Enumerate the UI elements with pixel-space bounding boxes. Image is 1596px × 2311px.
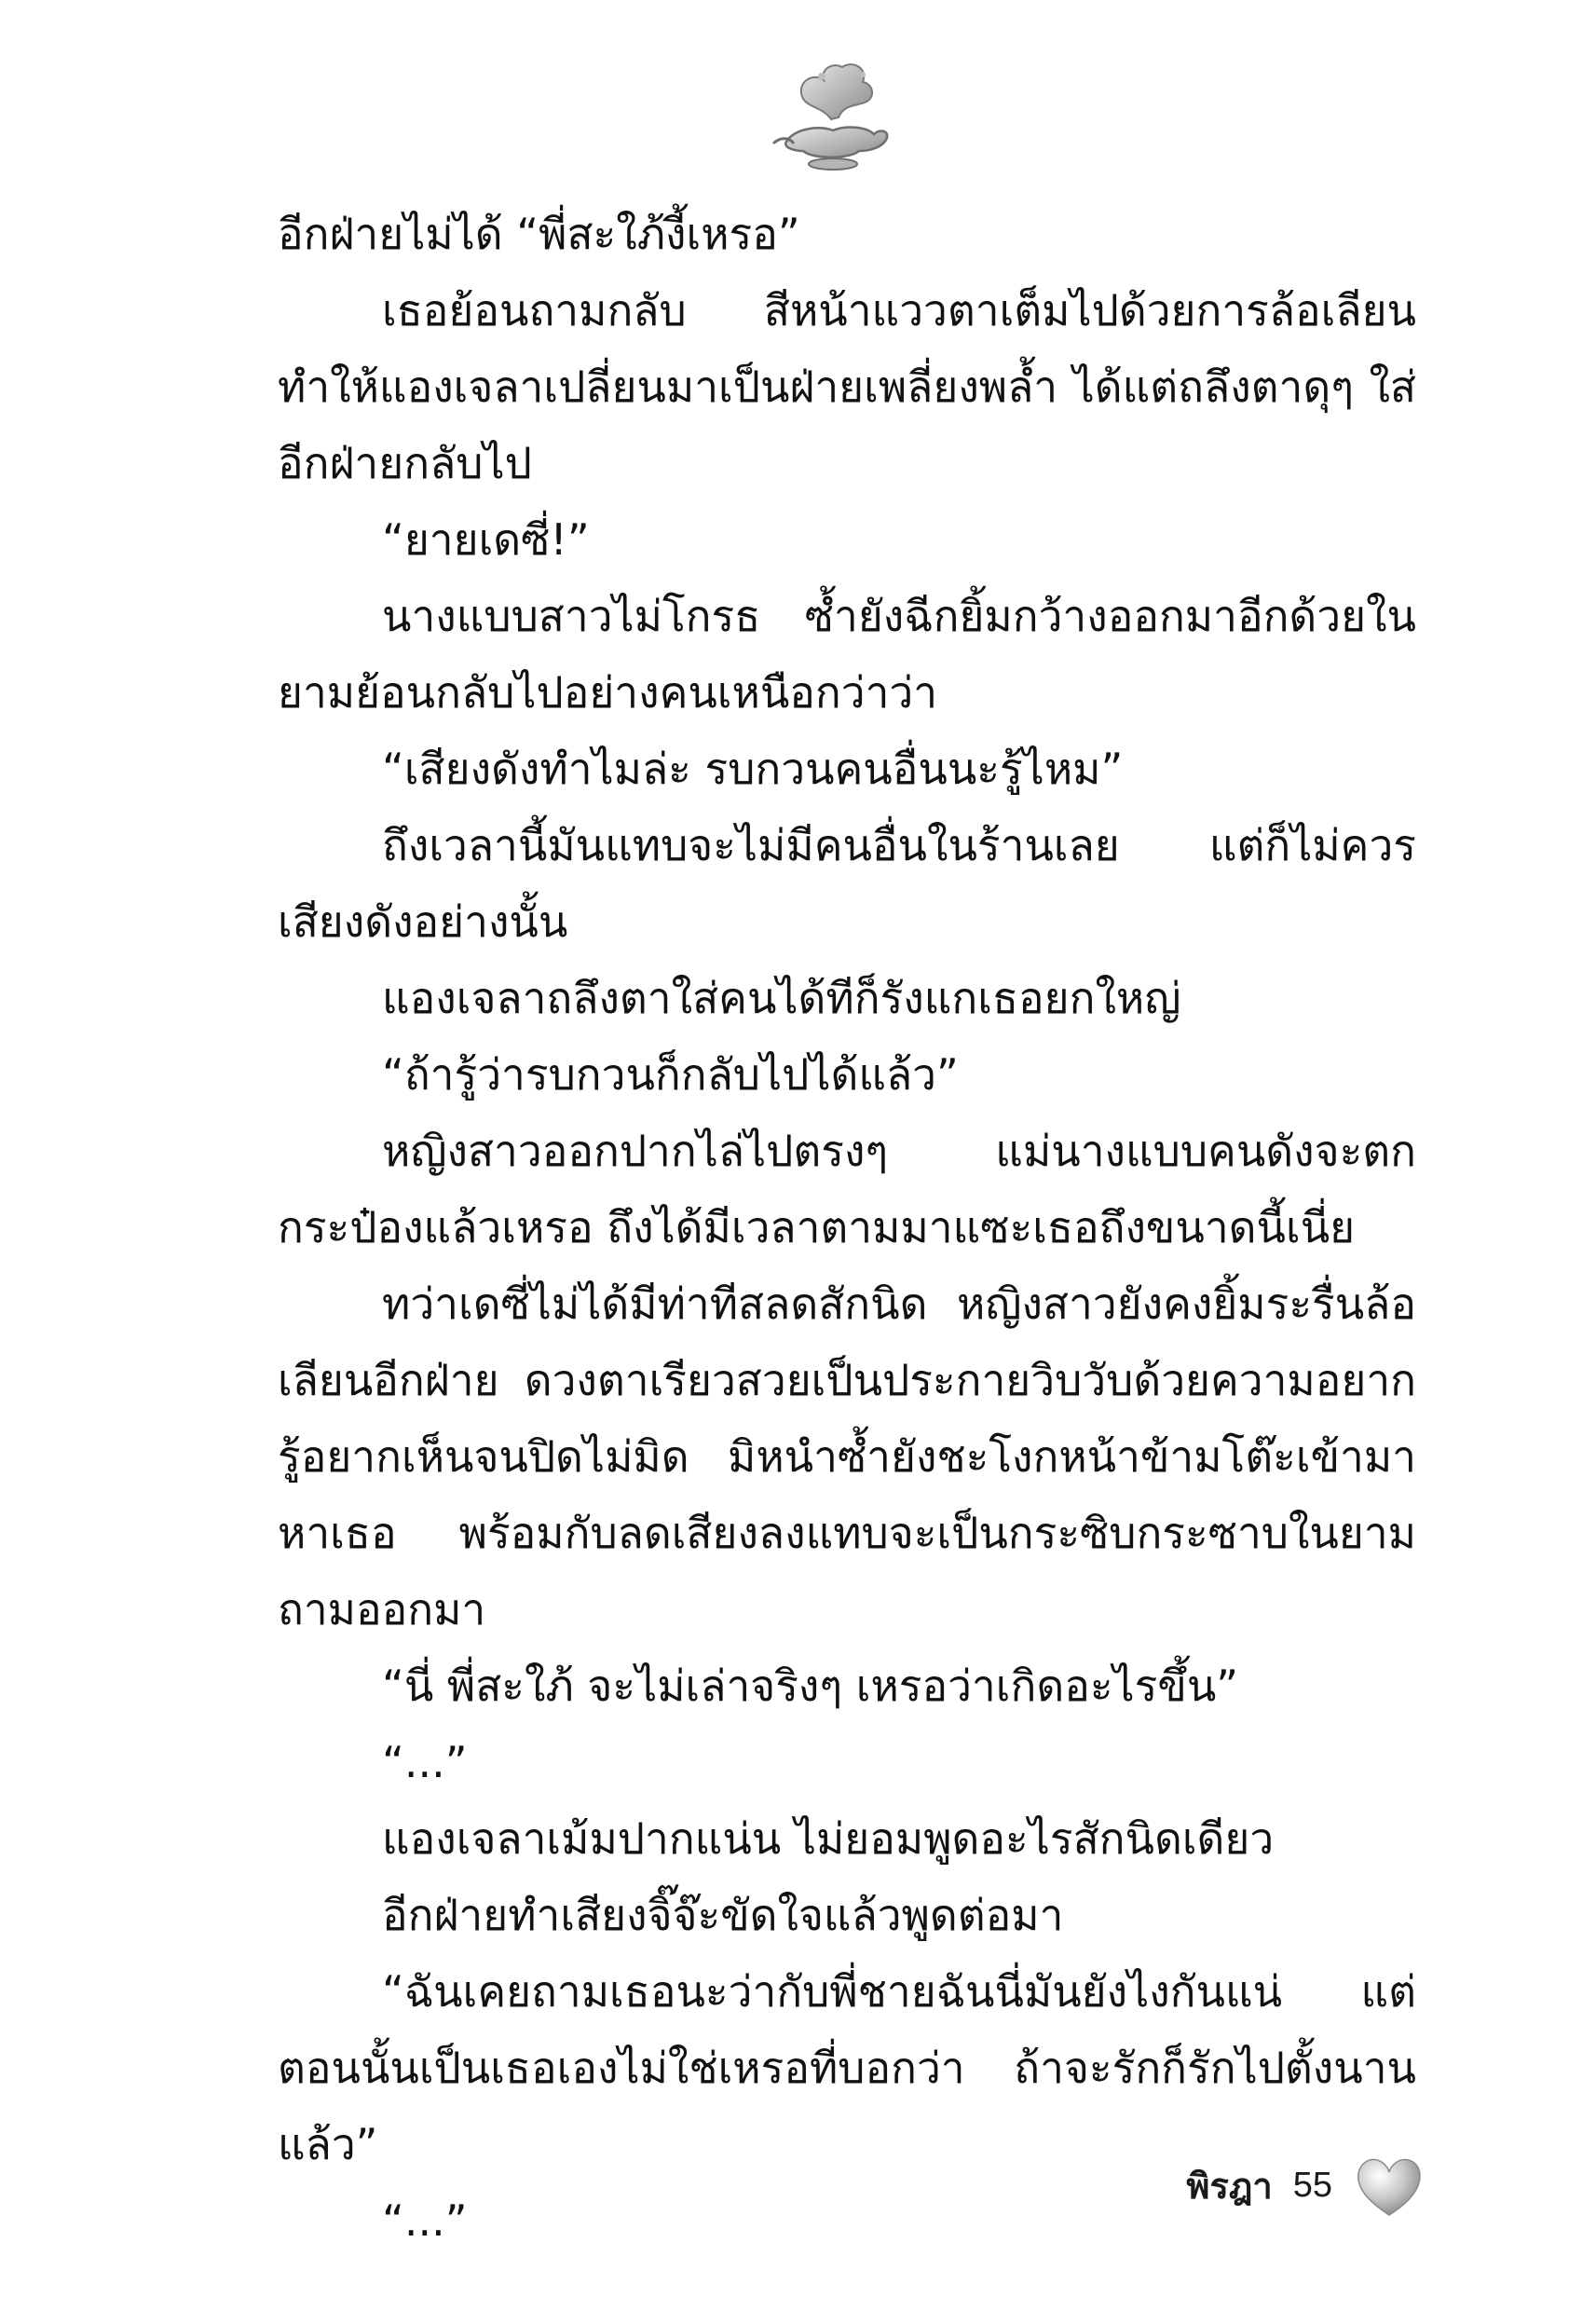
paragraph: “เสียงดังทำไมล่ะ รบกวนคนอื่นนะรู้ไหม” bbox=[382, 744, 1124, 794]
paragraph: แองเจลาถลึงตาใส่คนได้ทีก็รังแกเธอยกใหญ่ bbox=[382, 973, 1181, 1023]
paragraph: “ยายเดซี่!” bbox=[382, 514, 590, 565]
paragraph: “ถ้ารู้ว่ารบกวนก็กลับไปได้แล้ว” bbox=[382, 1049, 959, 1100]
body-text bbox=[278, 196, 1416, 2259]
paragraph: “...” bbox=[382, 1737, 468, 1787]
genie-lamp-icon bbox=[766, 54, 896, 175]
paragraph: หญิงสาวออกปากไล่ไปตรงๆ แม่นางแบบคนดังจะตกกระป๋องแล้วเหรอ ถึงได้มีเวลาตามมาแซะเธอถึงขนาดนี้เนี่ย bbox=[278, 1126, 1416, 1252]
paragraph: อีกฝ่ายทำเสียงจิ๊จ๊ะขัดใจแล้วพูดต่อมา bbox=[382, 1890, 1064, 1940]
footer-author: พิรฎา bbox=[1186, 2165, 1273, 2207]
paragraph: “นี่ พี่สะใภ้ จะไม่เล่าจริงๆ เหรอว่าเกิดอะไรขึ้น” bbox=[382, 1661, 1239, 1711]
paragraph: “ฉันเคยถามเธอนะว่ากับพี่ชายฉันนี่มันยังไงกันแน่ แต่ตอนนั้นเป็นเธอเองไม่ใช่เหรอที่บอกว่า ถ้าจะรักก็รักไปตั้งนานแล้ว” bbox=[278, 1966, 1416, 2169]
paragraph: เธอย้อนถามกลับ สีหน้าแววตาเต็มไปด้วยการล้อเลียน ทำให้แองเจลาเปลี่ยนมาเป็นฝ่ายเพลี่ยงพล้ำ ได้แต่ถลึงตาดุๆ ใส่อีกฝ่ายกลับไป bbox=[278, 285, 1416, 488]
heart-icon bbox=[1353, 2152, 1425, 2219]
paragraph: อีกฝ่ายไม่ได้ “พี่สะใภ้งี้เหรอ” bbox=[278, 209, 800, 259]
paragraph: “...” bbox=[382, 2195, 468, 2246]
page-footer bbox=[1109, 2134, 1425, 2236]
page-number: 55 bbox=[1292, 2165, 1332, 2205]
paragraph: ถึงเวลานี้มันแทบจะไม่มีคนอื่นในร้านเลย แต่ก็ไม่ควรเสียงดังอย่างนั้น bbox=[278, 820, 1416, 947]
paragraph: ทว่าเดซี่ไม่ได้มีท่าทีสลดสักนิด หญิงสาวยังคงยิ้มระรื่นล้อเลียนอีกฝ่าย ดวงตาเรียวสวยเป็นประกายวิบวับด้วยความอยากรู้อยากเห็นจนปิดไม่มิด มิหนำซ้ำยังชะโงกหน้าข้ามโต๊ะเข้ามาหาเธอ พร้อมกับลดเสียงลงแทบจะเป็นกระซิบกระซาบในยามถามออกมา bbox=[278, 1279, 1416, 1634]
paragraph: นางแบบสาวไม่โกรธ ซ้ำยังฉีกยิ้มกว้างออกมาอีกด้วยในยามย้อนกลับไปอย่างคนเหนือกว่าว่า bbox=[278, 591, 1416, 718]
paragraph: แองเจลาเม้มปากแน่น ไม่ยอมพูดอะไรสักนิดเดียว bbox=[382, 1813, 1275, 1864]
